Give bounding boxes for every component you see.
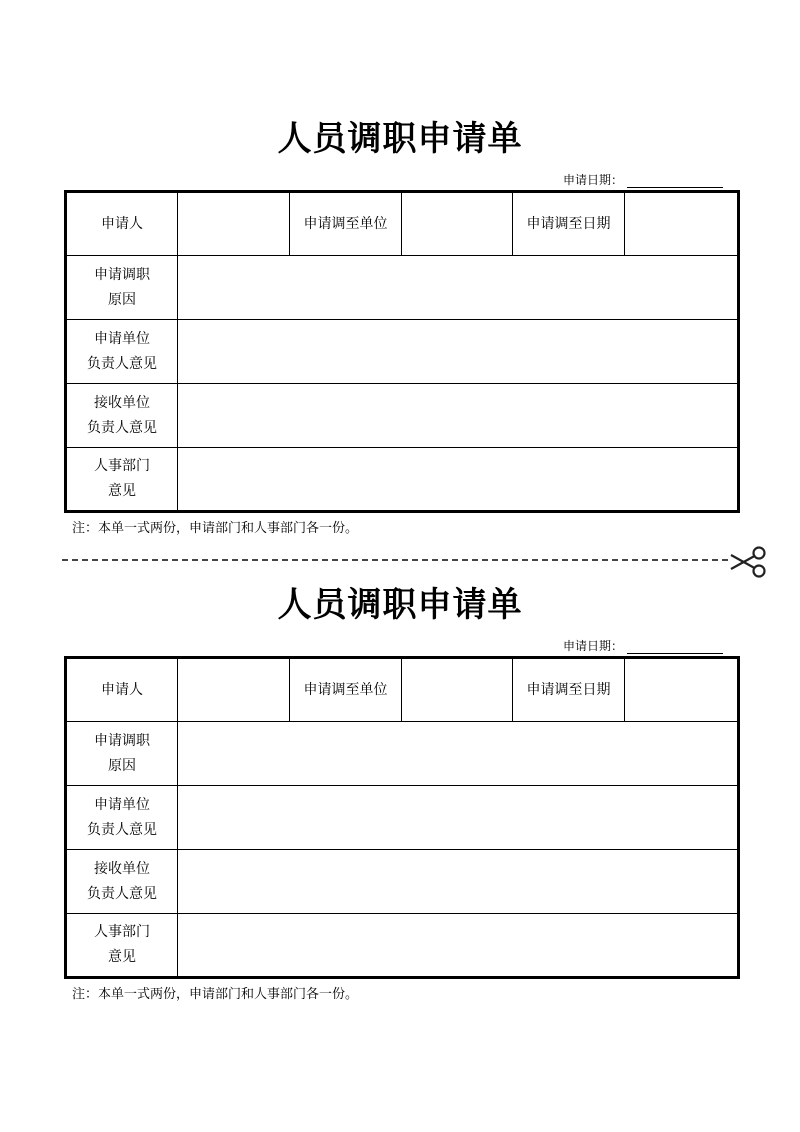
application-date-field[interactable] xyxy=(627,640,723,654)
label-line: 申请单位 xyxy=(94,796,150,813)
label-line: 意见 xyxy=(108,949,136,965)
transfer-form-bottom xyxy=(0,582,800,1002)
label-line: 原因 xyxy=(108,291,136,308)
target-date-field[interactable] xyxy=(625,192,739,256)
target-unit-field[interactable] xyxy=(402,658,513,722)
applicant-unit-opinion-field[interactable] xyxy=(178,320,739,384)
applicant-unit-opinion-field[interactable] xyxy=(178,786,739,850)
label-line: 负责人意见 xyxy=(87,419,157,436)
form-note: 注：本单一式两份，申请部门和人事部门各一份。 xyxy=(72,987,359,1002)
table-row xyxy=(66,722,739,786)
application-date-label: 申请日期： xyxy=(563,639,624,653)
label-line: 人事部门 xyxy=(94,924,150,940)
hr-opinion-label xyxy=(66,448,178,512)
label-line: 人事部门 xyxy=(94,458,150,474)
application-date xyxy=(563,638,723,654)
target-unit-field[interactable] xyxy=(402,192,513,256)
receiving-unit-opinion-label xyxy=(66,850,178,914)
transfer-reason-field[interactable] xyxy=(178,722,739,786)
hr-opinion-field[interactable] xyxy=(178,914,739,978)
table-row xyxy=(66,786,739,850)
table-row xyxy=(66,192,739,256)
table-row xyxy=(66,320,739,384)
transfer-reason-label xyxy=(66,256,178,320)
receiving-unit-opinion-label xyxy=(66,384,178,448)
label-line: 接收单位 xyxy=(94,860,150,877)
hr-opinion-label xyxy=(66,914,178,978)
label-line: 负责人意见 xyxy=(87,821,157,838)
scissors-icon xyxy=(728,545,768,579)
form-table xyxy=(64,656,740,979)
receiving-unit-opinion-field[interactable] xyxy=(178,384,739,448)
applicant-label: 申请人 xyxy=(66,192,178,256)
applicant-label: 申请人 xyxy=(66,658,178,722)
table-row xyxy=(66,448,739,512)
label-line: 申请调职 xyxy=(94,266,150,283)
target-date-label: 申请调至日期 xyxy=(513,192,625,256)
form-note: 注：本单一式两份，申请部门和人事部门各一份。 xyxy=(72,521,359,536)
target-unit-label: 申请调至单位 xyxy=(290,658,402,722)
table-row xyxy=(66,256,739,320)
target-unit-label: 申请调至单位 xyxy=(290,192,402,256)
application-date-label: 申请日期： xyxy=(563,173,624,187)
target-date-field[interactable] xyxy=(625,658,739,722)
applicant-field[interactable] xyxy=(178,192,290,256)
label-line: 接收单位 xyxy=(94,394,150,411)
table-row xyxy=(66,384,739,448)
application-date-field[interactable] xyxy=(627,174,723,188)
transfer-reason-label xyxy=(66,722,178,786)
table-row xyxy=(66,850,739,914)
label-line: 负责人意见 xyxy=(87,885,157,902)
label-line: 负责人意见 xyxy=(87,355,157,372)
form-title: 人员调职申请单 xyxy=(277,119,523,159)
application-date xyxy=(563,172,723,188)
transfer-form-top xyxy=(0,116,800,536)
applicant-field[interactable] xyxy=(178,658,290,722)
form-table xyxy=(64,190,740,513)
form-title: 人员调职申请单 xyxy=(277,585,523,625)
target-date-label: 申请调至日期 xyxy=(513,658,625,722)
hr-opinion-field[interactable] xyxy=(178,448,739,512)
table-row xyxy=(66,914,739,978)
label-line: 申请调职 xyxy=(94,732,150,749)
receiving-unit-opinion-field[interactable] xyxy=(178,850,739,914)
applicant-unit-opinion-label xyxy=(66,786,178,850)
table-row xyxy=(66,658,739,722)
label-line: 意见 xyxy=(108,483,136,499)
label-line: 申请单位 xyxy=(94,330,150,347)
cut-line xyxy=(62,559,728,561)
label-line: 原因 xyxy=(108,757,136,774)
applicant-unit-opinion-label xyxy=(66,320,178,384)
transfer-reason-field[interactable] xyxy=(178,256,739,320)
